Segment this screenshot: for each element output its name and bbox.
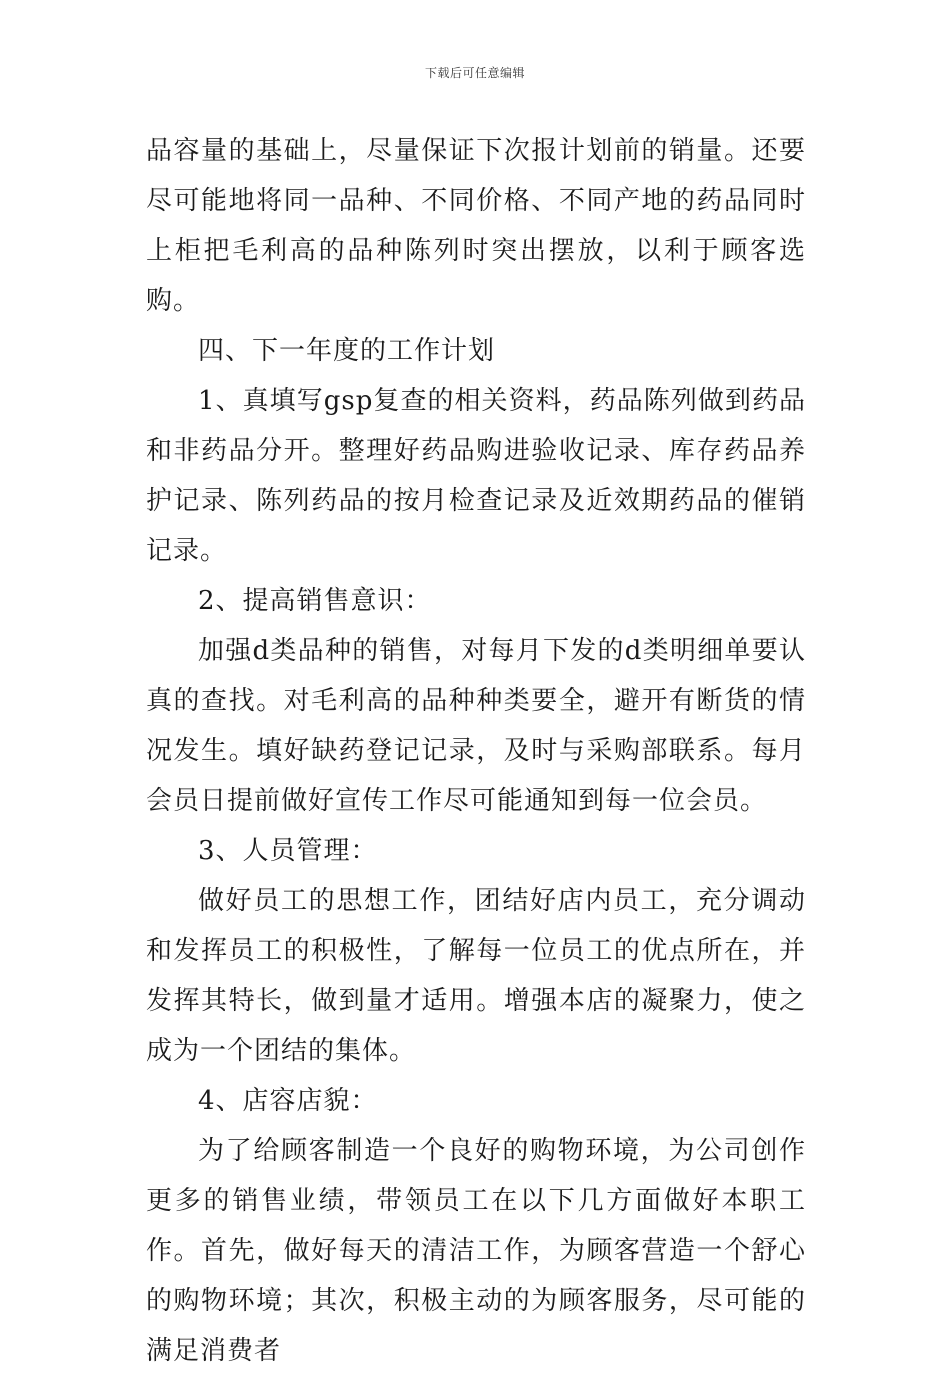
paragraph-staff-management: 做好员工的思想工作，团结好店内员工，充分调动和发挥员工的积极性，了解每一位员工的优点所在，并发挥其特长，做到量才适用。增强本店的凝聚力，使之成为一个团结的集体。 [146,886,806,1066]
document-body [146,126,806,1376]
page-header: 下载后可任意编辑 [424,66,525,80]
subheading-staff-management: 3、人员管理： [198,836,378,866]
paragraph-continuation: 品容量的基础上，尽量保证下次报计划前的销量。还要尽可能地将同一品种、不同价格、不同产地的药品同时上柜把毛利高的品种陈列时突出摆放，以利于顾客选购。 [146,136,806,316]
section-heading-next-year-plan: 四、下一年度的工作计划 [198,336,496,366]
paragraph-sales-awareness: 加强d类品种的销售，对每月下发的d类明细单要认真的查找。对毛利高的品种种类要全，避开有断货的情况发生。填好缺药登记记录，及时与采购部联系。每月会员日提前做好宣传工作尽可能通知到每一位会员。 [146,636,806,816]
paragraph-store-appearance: 为了给顾客制造一个良好的购物环境，为公司创作更多的销售业绩，带领员工在以下几方面做好本职工作。首先，做好每天的清洁工作，为顾客营造一个舒心的购物环境；其次，积极主动的为顾客服务，尽可能的满足消费者 [146,1136,806,1366]
subheading-store-appearance: 4、店容店貌： [198,1086,378,1116]
subheading-sales-awareness: 2、提高销售意识： [198,586,432,616]
paragraph-gsp-review: 1、真填写gsp复查的相关资料，药品陈列做到药品和非药品分开。整理好药品购进验收记录、库存药品养护记录、陈列药品的按月检查记录及近效期药品的催销记录。 [146,386,806,566]
